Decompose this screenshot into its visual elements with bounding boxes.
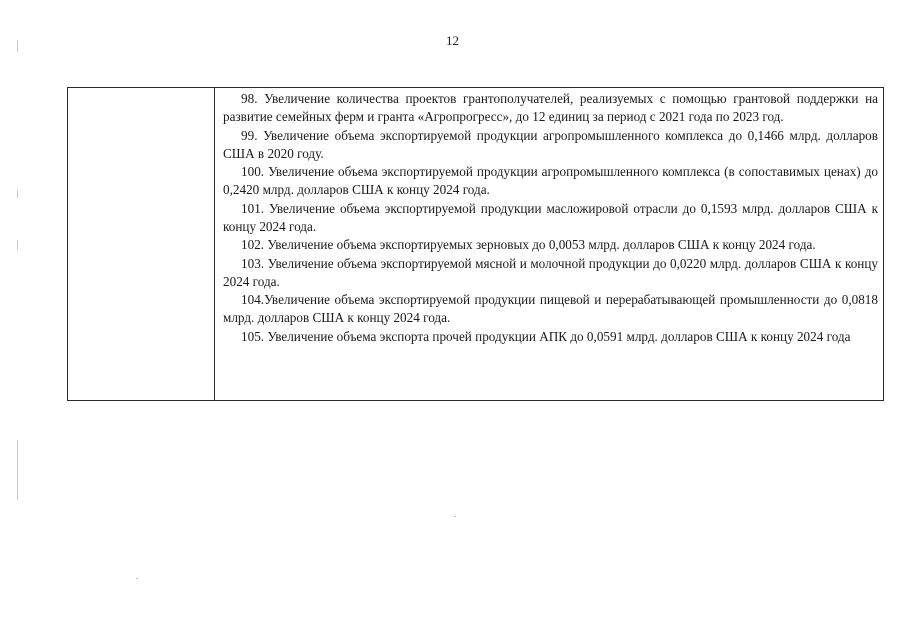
scan-artifact [17,40,18,52]
scan-artifact [17,440,18,500]
paragraph-104: 104.Увеличение объема экспортируемой продукции пищевой и перерабатывающей промышленности до 0,0818 млрд. долларов США к концу 2024 года. [223,292,878,325]
table-left-cell [68,88,215,400]
scan-artifact [454,516,456,517]
paragraph-105: 105. Увеличение объема экспорта прочей продукции АПК до 0,0591 млрд. долларов США к концу 2024 года [241,328,851,344]
paragraph-100: 100. Увеличение объема экспортируемой продукции агропромышленного комплекса (в сопоставимых ценах) до 0,2420 млрд. долларов США к концу 2024 года. [223,164,878,197]
document-table [67,87,884,401]
paragraph-98: 98. Увеличение количества проектов грантополучателей, реализуемых с помощью грантовой поддержки на развитие семейных ферм и гранта «Агропрогресс», до 12 единиц за период с 2021 года по 2023 год. [223,91,878,124]
table-right-cell [215,88,883,400]
scan-artifact [17,190,18,198]
paragraph-101: 101. Увеличение объема экспортируемой продукции масложировой отрасли до 0,1593 млрд. долларов США к концу 2024 года. [223,200,878,234]
paragraph-103: 103. Увеличение объема экспортируемой мясной и молочной продукции до 0,0220 млрд. долларов США к концу 2024 года. [223,255,878,289]
paragraph-102: 102. Увеличение объема экспортируемых зерновых до 0,0053 млрд. долларов США к концу 2024 года. [241,237,816,252]
paragraph-99: 99. Увеличение объема экспортируемой продукции агропромышленного комплекса до 0,1466 млрд. долларов США в 2020 году. [223,127,878,161]
scan-artifact [136,578,138,579]
page-number: 12 [446,33,459,48]
scan-artifact [17,240,18,250]
